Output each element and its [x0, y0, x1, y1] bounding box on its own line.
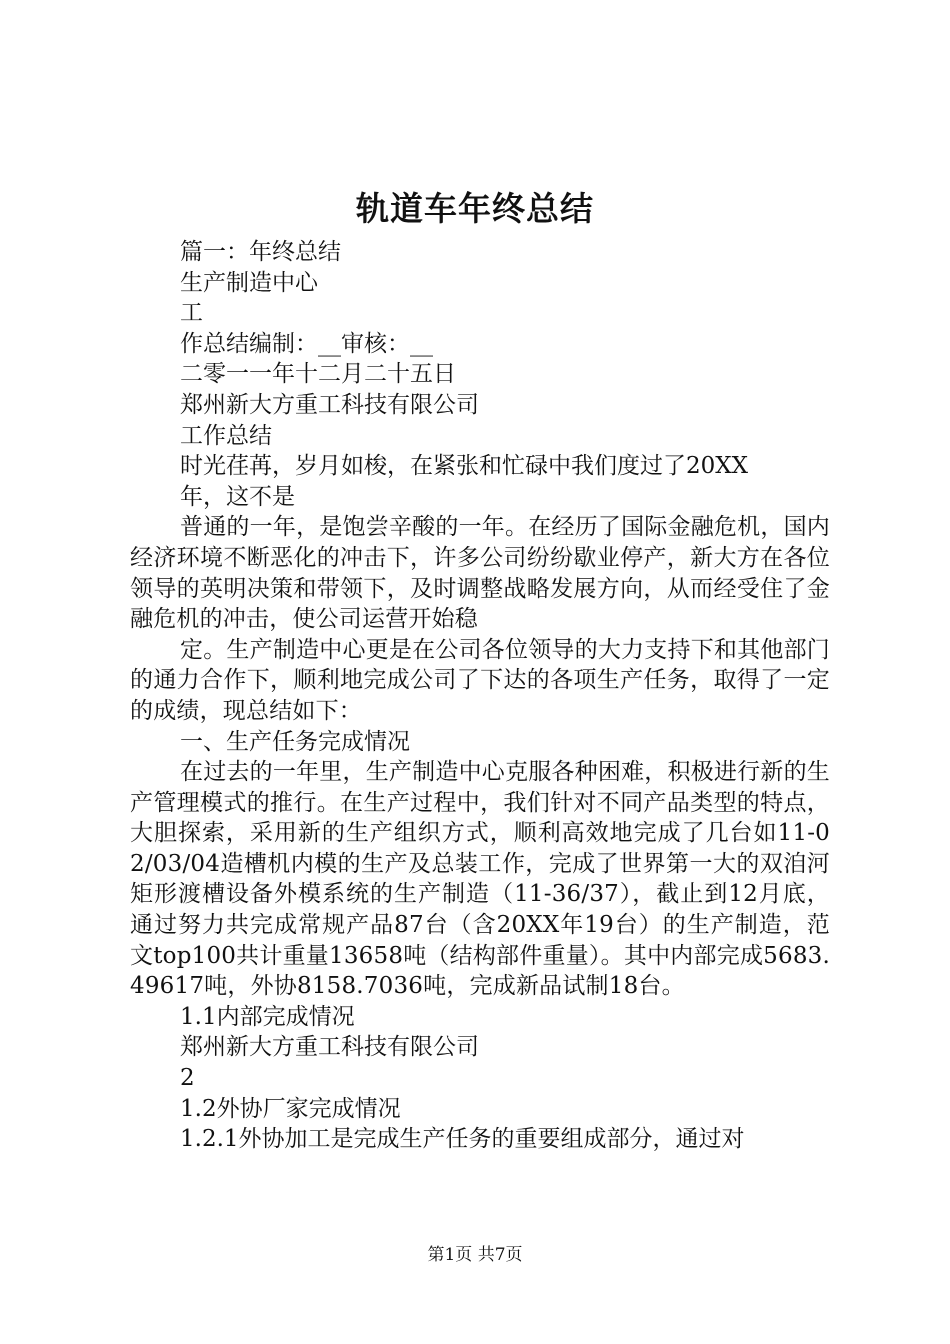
text-line: 时光荏苒，岁月如梭，在紧张和忙碌中我们度过了20XX [180, 453, 749, 480]
subsection-heading: 1.2外协厂家完成情况 [180, 1095, 401, 1122]
date-line: 二零一一年十二月二十五日 [180, 361, 456, 388]
text-line: 1.2.1外协加工是完成生产任务的重要组成部分，通过对 [180, 1126, 745, 1153]
subsection-heading: 1.1内部完成情况 [180, 1003, 355, 1030]
company-line: 郑州新大方重工科技有限公司 [180, 391, 479, 418]
document-title: 轨道车年终总结 [356, 189, 594, 228]
document-body [130, 237, 830, 1155]
section-heading: 篇一：年终总结 [180, 239, 341, 265]
paragraph: 定。生产制造中心更是在公司各位领导的大力支持下和其他部门的通力合作下，顺利地完成公司了下达的各项生产任务，取得了一定的成绩，现总结如下： [130, 636, 830, 724]
subtitle-line: 工作总结 [180, 422, 272, 449]
department-line: 生产制造中心 [180, 269, 318, 296]
paragraph: 普通的一年，是饱尝辛酸的一年。在经历了国际金融危机，国内经济环境不断恶化的冲击下，许多公司纷纷歇业停产，新大方在各位领导的英明决策和带领下，及时调整战略发展方向，从而经受住了金融危机的冲击，使公司运营开始稳 [130, 514, 830, 633]
text-line: 年，这不是 [180, 483, 295, 510]
text-line: 2 [180, 1065, 195, 1092]
page-footer: 第1页 共7页 [427, 1245, 523, 1265]
text-line: 工 [180, 300, 203, 327]
paragraph: 在过去的一年里，生产制造中心克服各种困难，积极进行新的生产管理模式的推行。在生产过程中，我们针对不同产品类型的特点，大胆探索，采用新的生产组织方式，顺利高效地完成了几台如11-02/03/04造槽机内模的生产及总装工作，完成了世界第一大的双洎河矩形渡槽设备外模系统的生产制造（11-36/37），截止到12月底，通过努力共完成常规产品87台（含20XX年19台）的生产制造，范文top100共计重量13658吨（结构部件重量）。其中内部完成5683.49617吨，外协8158.7036吨，完成新品试制18台。 [130, 759, 830, 1000]
editor-reviewer-line: 作总结编制：__审核：__ [180, 330, 433, 357]
section-heading: 一、生产任务完成情况 [180, 728, 410, 755]
company-line: 郑州新大方重工科技有限公司 [180, 1034, 479, 1061]
